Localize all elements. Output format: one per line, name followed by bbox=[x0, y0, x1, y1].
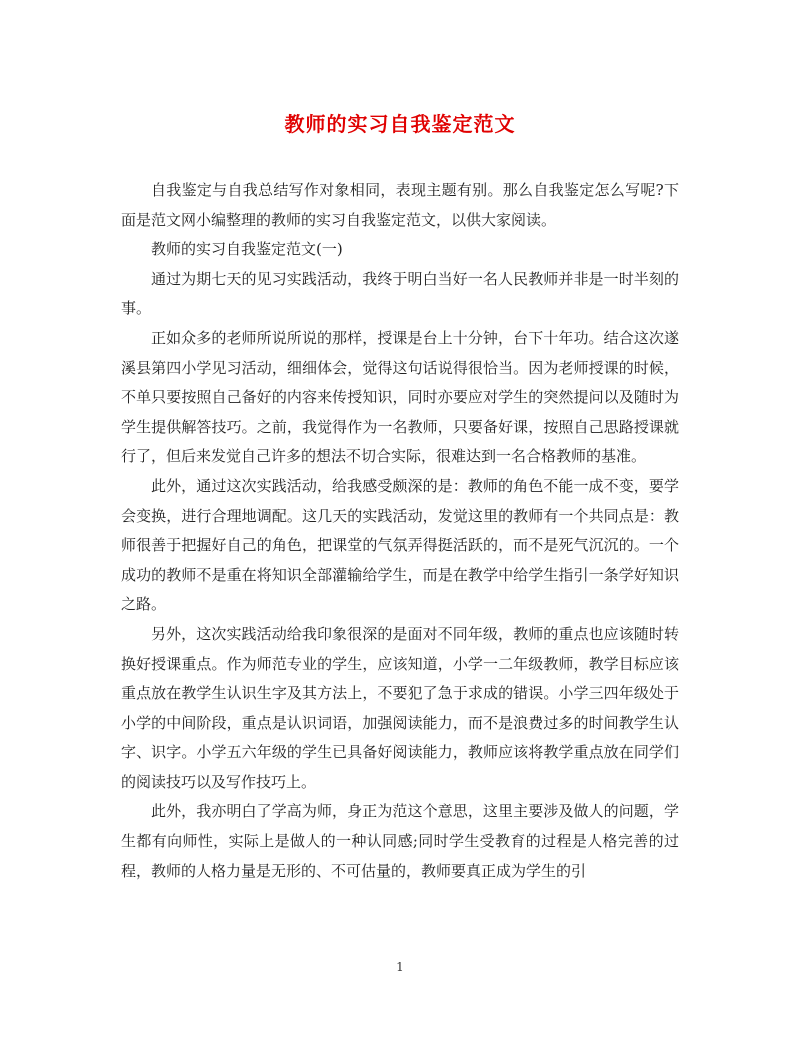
paragraph: 通过为期七天的见习实践活动，我终于明白当好一名人民教师并非是一时半刻的事。 bbox=[121, 269, 679, 318]
paragraph: 自我鉴定与自我总结写作对象相同，表现主题有别。那么自我鉴定怎么写呢?下面是范文网小编整理的教师的实习自我鉴定范文，以供大家阅读。 bbox=[121, 181, 679, 229]
document-body bbox=[121, 176, 679, 886]
paragraph: 此外，我亦明白了学高为师，身正为范这个意思，这里主要涉及做人的问题，学生都有向师性，实际上是做人的一种认同感;同时学生受教育的过程是人格完善的过程，教师的人格力量是无形的、不可估量的，教师要真正成为学生的引 bbox=[121, 802, 679, 880]
page-number: 1 bbox=[396, 960, 404, 974]
paragraph: 此外，通过这次实践活动，给我感受颇深的是：教师的角色不能一成不变，要学会变换，进行合理地调配。这几天的实践活动，发觉这里的教师有一个共同点是：教师很善于把握好自己的角色，把课堂的气氛弄得挺活跃的，而不是死气沉沉的。一个成功的教师不是重在将知识全部灌输给学生，而是在教学中给学生指引一条学好知识之路。 bbox=[121, 476, 679, 614]
document-title: 教师的实习自我鉴定范文 bbox=[284, 112, 516, 136]
section-heading: 教师的实习自我鉴定范文(一) bbox=[151, 240, 343, 259]
paragraph: 另外，这次实践活动给我印象很深的是面对不同年级，教师的重点也应该随时转换好授课重点。作为师范专业的学生，应该知道，小学一二年级教师，教学目标应该重点放在教学生认识生字及其方法上，不要犯了急于求成的错误。小学三四年级处于小学的中间阶段，重点是认识词语，加强阅读能力，而不是浪费过多的时间教学生认字、识字。小学五六年级的学生已具备好阅读能力，教师应该将教学重点放在同学们的阅读技巧以及写作技巧上。 bbox=[121, 624, 679, 791]
paragraph: 正如众多的老师所说所说的那样，授课是台上十分钟，台下十年功。结合这次遂溪县第四小学见习活动，细细体会，觉得这句话说得很恰当。因为老师授课的时候，不单只要按照自己备好的内容来传授知识，同时亦要应对学生的突然提问以及随时为学生提供解答技巧。之前，我觉得作为一名教师，只要备好课，按照自己思路授课就行了，但后来发觉自己许多的想法不切合实际，很难达到一名合格教师的基准。 bbox=[121, 328, 679, 466]
